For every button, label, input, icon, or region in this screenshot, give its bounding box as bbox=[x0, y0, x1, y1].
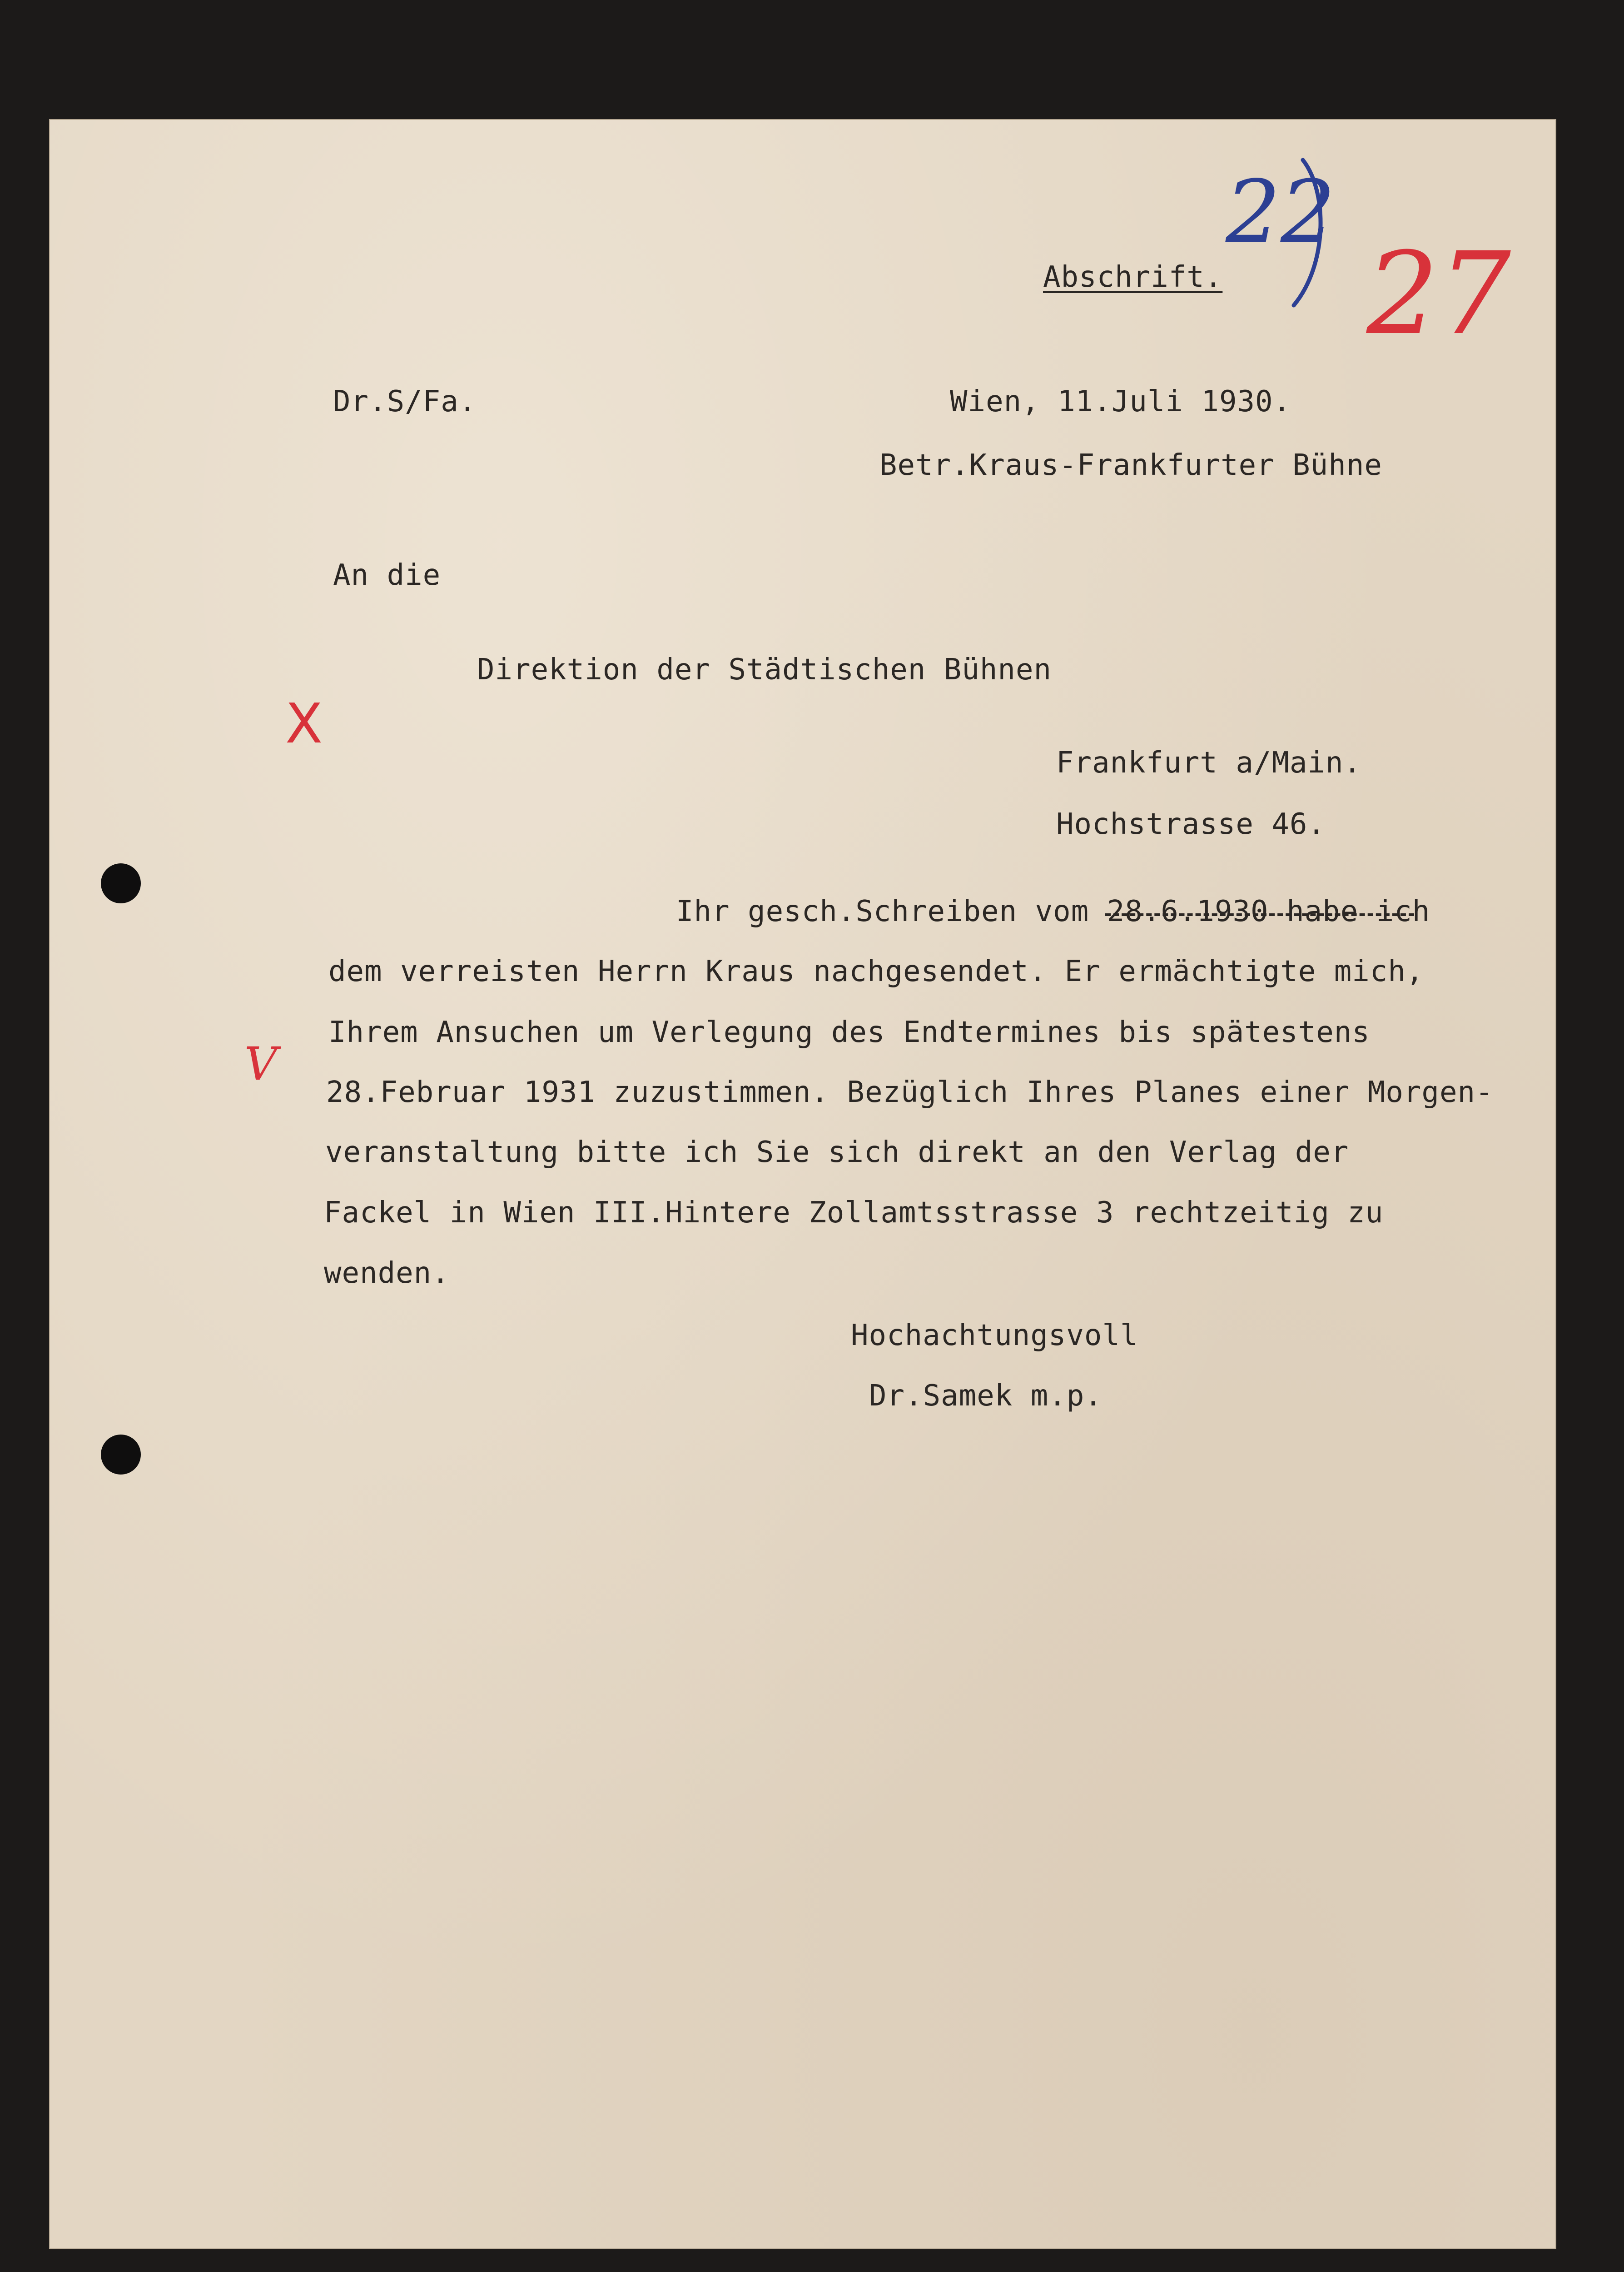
recipient-street: Hochstrasse 46. bbox=[1056, 807, 1326, 841]
reference-code: Dr.S/Fa. bbox=[333, 385, 477, 419]
signature: Dr.Samek m.p. bbox=[869, 1379, 1103, 1413]
margin-mark-x: X bbox=[285, 693, 323, 756]
archive-number-red: 27 bbox=[1366, 228, 1511, 360]
punch-hole-top bbox=[101, 863, 141, 903]
margin-mark-v: V bbox=[244, 1037, 278, 1091]
recipient-name: Direktion der Städtischen Bühnen bbox=[477, 653, 1052, 687]
body-line-3: Ihrem Ansuchen um Verlegung des Endtermines bis spätestens bbox=[328, 1016, 1370, 1049]
closing: Hochachtungsvoll bbox=[851, 1319, 1138, 1352]
body-line-4: 28.Februar 1931 zuzustimmen. Bezüglich Ihres Planes einer Morgen- bbox=[326, 1076, 1494, 1109]
document-heading: Abschrift. bbox=[1043, 260, 1223, 294]
salutation-to: An die bbox=[333, 558, 441, 592]
body-line-7: wenden. bbox=[324, 1256, 450, 1290]
body-line-1: Ihr gesch.Schreiben vom 28.6.1930 habe ich bbox=[676, 895, 1430, 928]
recipient-city: Frankfurt a/Main. bbox=[1056, 746, 1362, 780]
archive-number-blue: 22 bbox=[1226, 162, 1336, 262]
body-line-5: veranstaltung bitte ich Sie sich direkt an den Verlag der bbox=[325, 1136, 1349, 1169]
document-page bbox=[49, 119, 1556, 2249]
punch-hole-bottom bbox=[101, 1435, 141, 1475]
blue-bracket-mark bbox=[1285, 155, 1339, 310]
place-date: Wien, 11.Juli 1930. bbox=[950, 385, 1291, 419]
body-line-2: dem verreisten Herrn Kraus nachgesendet. Er ermächtigte mich, bbox=[328, 955, 1424, 988]
subject-line: Betr.Kraus-Frankfurter Bühne bbox=[879, 448, 1382, 482]
body-line-6: Fackel in Wien III.Hintere Zollamtsstrasse 3 rechtzeitig zu bbox=[324, 1196, 1384, 1230]
